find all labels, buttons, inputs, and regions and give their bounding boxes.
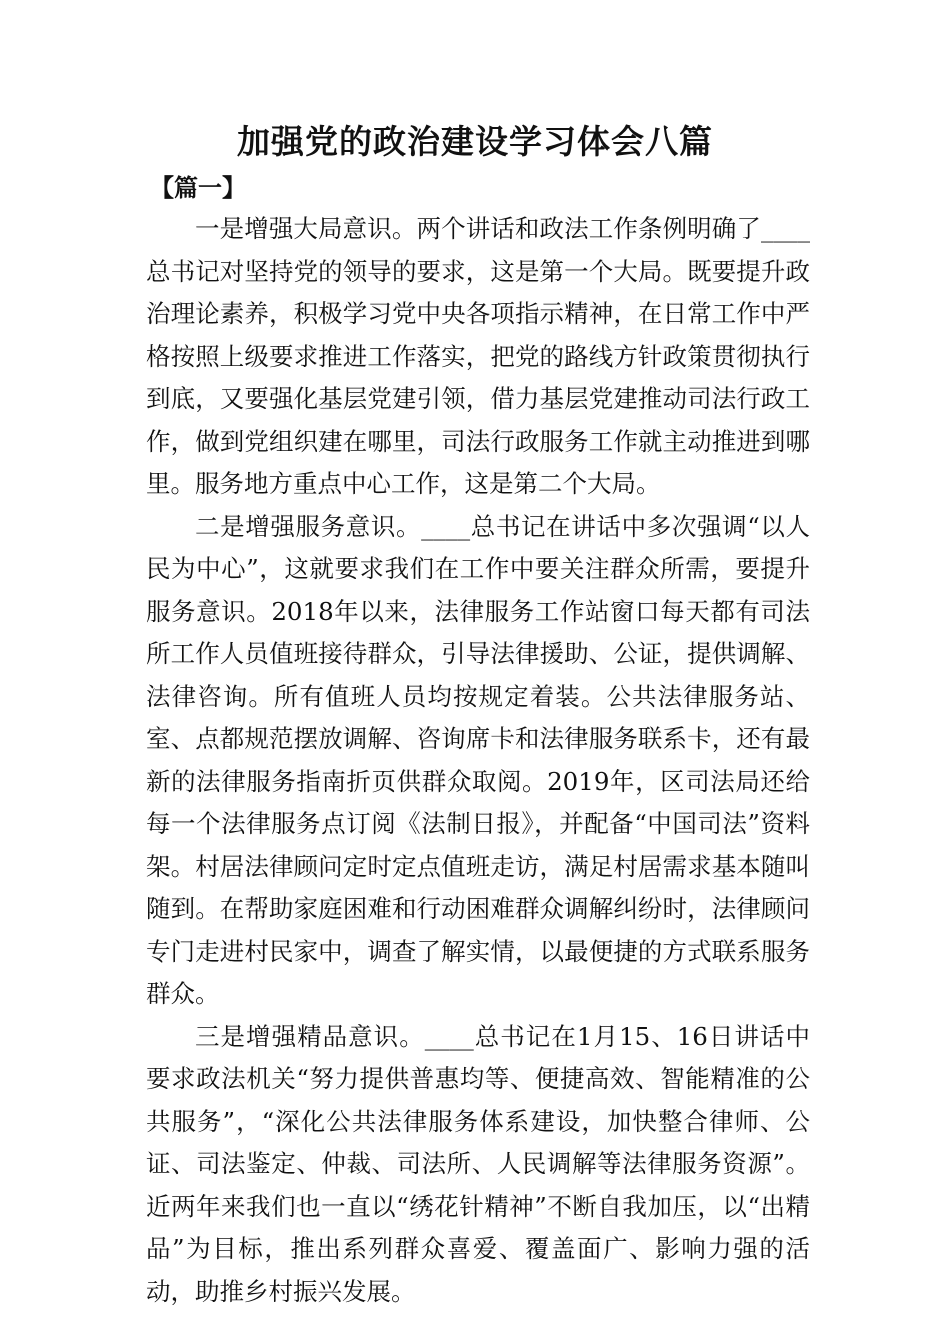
document-body (146, 208, 810, 1313)
paragraph-1: 一是增强大局意识。两个讲话和政法工作条例明确了____总书记对坚持党的领导的要求，这是第一个大局。既要提升政治理论素养，积极学习党中央各项指示精神，在日常工作中严格按照上级要求推进工作落实，把党的路线方针政策贯彻执行到底，又要强化基层党建引领，借力基层党建推动司法行政工作，做到党组织建在哪里，司法行政服务工作就主动推进到哪里。服务地方重点中心工作，这是第二个大局。 (146, 214, 810, 498)
paragraph-2: 二是增强服务意识。____总书记在讲话中多次强调“以人民为中心”，这就要求我们在工作中要关注群众所需，要提升服务意识。2018年以来，法律服务工作站窗口每天都有司法所工作人员值班接待群众，引导法律援助、公证，提供调解、法律咨询。所有值班人员均按规定着装。公共法律服务站、室、点都规范摆放调解、咨询席卡和法律服务联系卡，还有最新的法律服务指南折页供群众取阅。2019年，区司法局还给每一个法律服务点订阅《法制日报》，并配备“中国司法”资料架。村居法律顾问定时定点值班走访，满足村居需求基本随叫随到。在帮助家庭困难和行动困难群众调解纠纷时，法律顾问专门走进村民家中，调查了解实情，以最便捷的方式联系服务群众。 (146, 511, 810, 1008)
section-label: 【篇一】 (150, 173, 246, 202)
paragraph-3: 三是增强精品意识。____总书记在1月15、16日讲话中要求政法机关“努力提供普惠均等、便捷高效、智能精准的公共服务”，“深化公共法律服务体系建设，加快整合律师、公证、司法鉴定、仲裁、司法所、人民调解等法律服务资源”。近两年来我们也一直以“绣花针精神”不断自我加压，以“出精品”为目标，推出系列群众喜爱、覆盖面广、影响力强的活动，助推乡村振兴发展。 (146, 1021, 810, 1306)
document-title: 加强党的政治建设学习体会八篇 (237, 122, 713, 161)
